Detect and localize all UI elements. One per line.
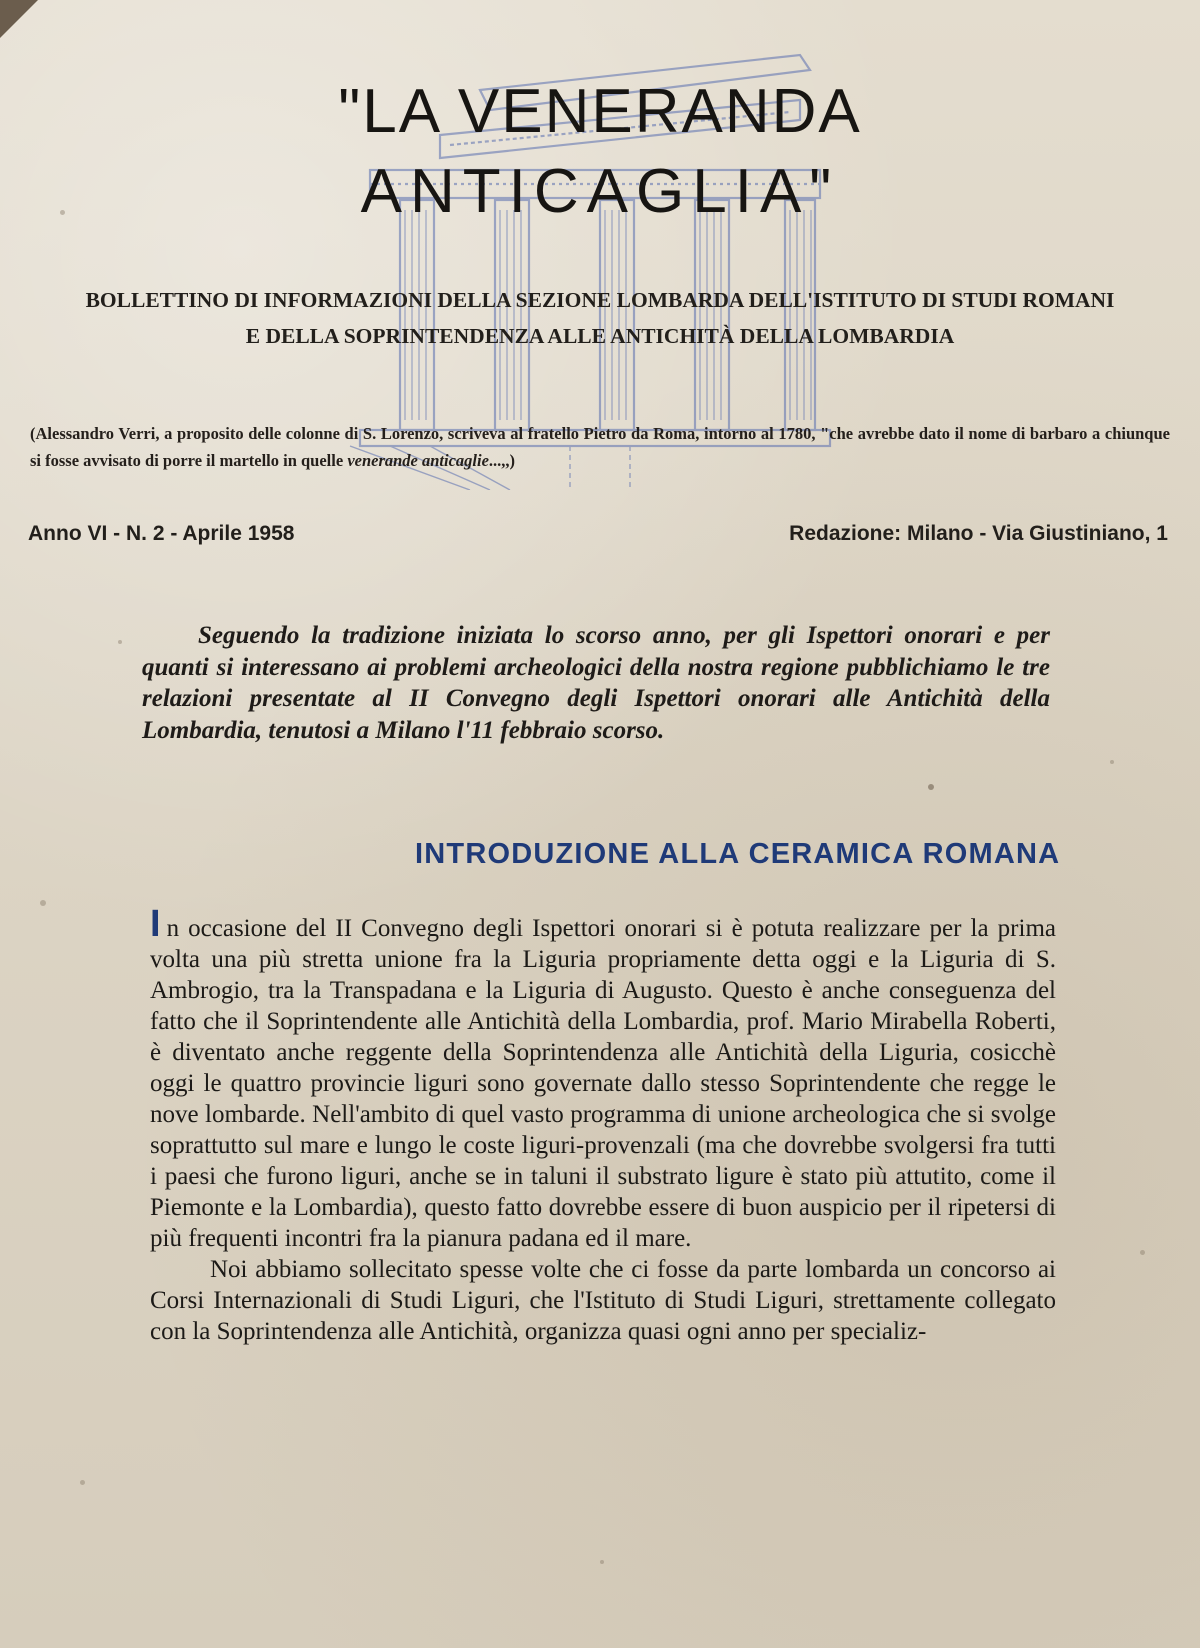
paper-speck <box>118 640 122 644</box>
epigraph-end: ...,,) <box>488 451 516 470</box>
page-corner-fold <box>0 0 38 38</box>
article-paragraph-1 <box>150 903 1056 1254</box>
paper-speck <box>600 1560 604 1564</box>
article-body <box>150 903 1056 1347</box>
masthead-subtitle-line2: E DELLA SOPRINTENDENZA ALLE ANTICHITÀ DELLA LOMBARDIA <box>245 324 955 348</box>
epigraph-italic: venerande anticaglie <box>347 451 489 470</box>
masthead-subtitle <box>0 282 1200 354</box>
epigraph-text: (Alessandro Verri, a proposito delle colonne di S. Lorenzo, scriveva al fratello Pietro da Roma, intorno al 1780, "che avrebbe dato il nome di barbaro a chiunque si fosse avvisato di porre il martello in quelle <box>30 424 1170 470</box>
masthead-title <box>0 72 1200 232</box>
masthead-subtitle-line1: BOLLETTINO DI INFORMAZIONI DELLA SEZIONE LOMBARDA DELL'ISTITUTO DI STUDI ROMANI <box>85 288 1115 312</box>
paper-speck <box>1110 760 1114 764</box>
editorial-address: Redazione: Milano - Via Giustiniano, 1 <box>789 522 1168 545</box>
epigraph-quote <box>30 420 1170 474</box>
issue-info: Anno VI - N. 2 - Aprile 1958 <box>28 522 295 545</box>
masthead-title-line1: "LA VENERANDA <box>338 77 862 146</box>
paper-speck <box>80 1480 85 1485</box>
drop-cap: I <box>150 903 161 945</box>
article-heading: INTRODUZIONE ALLA CERAMICA ROMANA <box>415 838 1061 870</box>
intro-paragraph: Seguendo la tradizione iniziata lo scorso anno, per gli Ispettori onorari e per quanti si interessano ai problemi archeologici della nostra regione pubblichiamo le tre relazioni presentate al II Convegno degli Ispettori onorari alle Antichità della Lombardia, tenutosi a Milano l'11 febbraio scorso. <box>142 622 1050 744</box>
article-paragraph-2: Noi abbiamo sollecitato spesse volte che ci fosse da parte lombarda un concorso ai Corsi Internazionali di Studi Liguri, che l'Istituto di Studi Liguri, strettamente collegato con la Soprintendenza alle Antichità, organizza quasi ogni anno per specializ- <box>150 1256 1056 1345</box>
paper-speck <box>928 784 934 790</box>
paper-speck <box>40 900 46 906</box>
article-paragraph-1-text: n occasione del II Convegno degli Ispettori onorari si è potuta realizzare per la prima volta una più stretta unione fra la Liguria propriamente detta oggi e la Liguria di S. Ambrogio, tra la Transpadana e la Liguria di Augusto. Questo è anche conseguenza del fatto che il Soprintendente alle Antichità della Lombardia, prof. Mario Mirabella Roberti, è diventato anche reggente della Soprintendenza alle Antichità della Liguria, cosicchè oggi le quattro provincie liguri sono governate dallo stesso Soprintendente che regge le nove lombarde. Nell'ambito di quel vasto programma di unione archeologica che si svolge soprattutto sul mare e lungo le coste liguri-provenzali (ma che dovrebbe svolgersi fra tutti i paesi che furono liguri, anche se in taluni il substrato ligure è stato più attutito, come il Piemonte e la Lombardia), questo fatto dovrebbe essere di buon auspicio per il ripetersi di più frequenti incontri fra la pianura padana ed il mare. <box>150 915 1056 1252</box>
masthead-title-line2: ANTICAGLIA" <box>360 157 840 226</box>
paper-speck <box>1140 1250 1145 1255</box>
